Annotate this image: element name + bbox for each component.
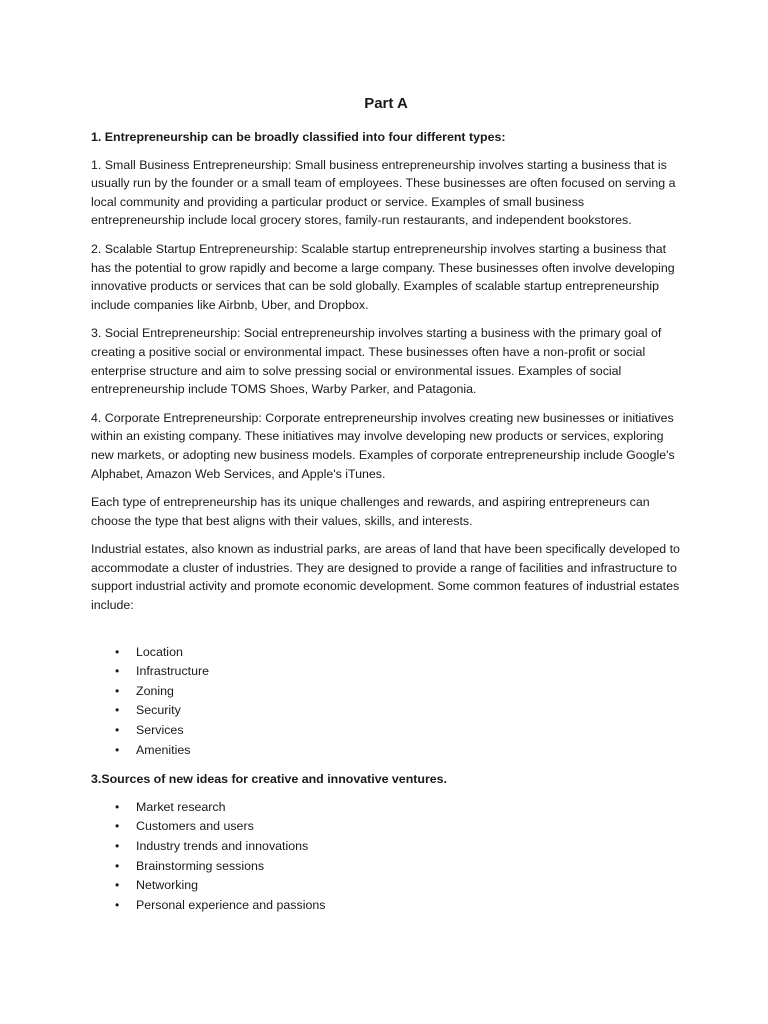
- bullet-icon: •: [115, 664, 120, 679]
- bullet-icon: •: [115, 703, 120, 718]
- list-item: [91, 876, 681, 896]
- bullet-icon: •: [115, 644, 120, 659]
- list-item-label: Industry trends and innovations: [136, 839, 309, 853]
- list-item-label: Networking: [136, 878, 198, 893]
- list-item-label: Zoning: [136, 683, 174, 698]
- list-item-label: Infrastructure: [136, 664, 209, 679]
- bullet-icon: •: [115, 799, 120, 814]
- list-item-label: Amenities: [136, 742, 191, 757]
- list-item: [91, 662, 681, 682]
- page-title: Part A: [364, 95, 408, 112]
- document-page: [91, 94, 681, 925]
- bullet-icon: •: [115, 839, 120, 853]
- bullet-icon: •: [115, 858, 120, 873]
- industrial-features-list: [91, 643, 681, 761]
- list-item: [91, 721, 681, 741]
- paragraph-scalable-startup: 2. Scalable Startup Entrepreneurship: Scalable startup entrepreneurship involves starting a business that has the potential to grow rapidly and become a large company. These businesses often involve developing innovative products or services that can be sold globally. Examples of scalable startup entrepreneurship include companies like Airbnb, Uber, and Dropbox.: [91, 241, 675, 312]
- list-item: [91, 837, 681, 857]
- list-item: [91, 643, 681, 663]
- list-item-label: Services: [136, 723, 184, 738]
- list-item: [91, 701, 681, 721]
- list-item-label: Brainstorming sessions: [136, 858, 265, 873]
- section-3-heading: 3.Sources of new ideas for creative and innovative ventures.: [91, 772, 448, 787]
- list-item-label: Personal experience and passions: [136, 897, 326, 912]
- paragraph-summary: Each type of entrepreneurship has its unique challenges and rewards, and aspiring entrepreneurs can choose the type that best aligns with their values, skills, and interests.: [91, 495, 650, 528]
- list-item-label: Market research: [136, 799, 226, 814]
- section-1-heading: 1. Entrepreneurship can be broadly classified into four different types:: [91, 130, 506, 144]
- list-item: [91, 896, 681, 916]
- bullet-icon: •: [115, 878, 120, 893]
- paragraph-corporate: 4. Corporate Entrepreneurship: Corporate entrepreneurship involves creating new businesses or initiatives within an existing company. These initiatives may involve developing new products or services, exploring new markets, or adopting new business models. Examples of corporate entrepreneurship include Google's Alphabet, Amazon Web Services, and Apple's iTunes.: [91, 410, 675, 481]
- bullet-icon: •: [115, 819, 120, 834]
- bullet-icon: •: [115, 742, 120, 757]
- list-item: [91, 741, 681, 761]
- bullet-icon: •: [115, 723, 120, 738]
- list-item: [91, 682, 681, 702]
- list-item: [91, 798, 681, 818]
- paragraph-industrial-estates: Industrial estates, also known as industrial parks, are areas of land that have been specifically developed to accommodate a cluster of industries. They are designed to provide a range of facilities and infrastructure to support industrial activity and promote economic development. Some common features of industrial estates include:: [91, 542, 680, 613]
- list-item: [91, 857, 681, 877]
- bullet-icon: •: [115, 897, 120, 912]
- idea-sources-list: [91, 798, 681, 916]
- list-item: [91, 817, 681, 837]
- paragraph-small-business: 1. Small Business Entrepreneurship: Small business entrepreneurship involves starting a business that is usually run by the founder or a small team of employees. These businesses are often focused on serving a local community and providing a particular product or service. Examples of small business entrepreneurship include local grocery stores, family-run restaurants, and independent bookstores.: [91, 157, 676, 228]
- list-item-label: Security: [136, 703, 181, 718]
- list-item-label: Location: [136, 644, 183, 659]
- bullet-icon: •: [115, 683, 120, 698]
- list-item-label: Customers and users: [136, 819, 254, 834]
- paragraph-social: 3. Social Entrepreneurship: Social entrepreneurship involves starting a business with the primary goal of creating a positive social or environmental impact. These businesses often have a non-profit or social enterprise structure and aim to solve pressing social or environmental issues. Examples of social entrepreneurship include TOMS Shoes, Warby Parker, and Patagonia.: [91, 326, 662, 397]
